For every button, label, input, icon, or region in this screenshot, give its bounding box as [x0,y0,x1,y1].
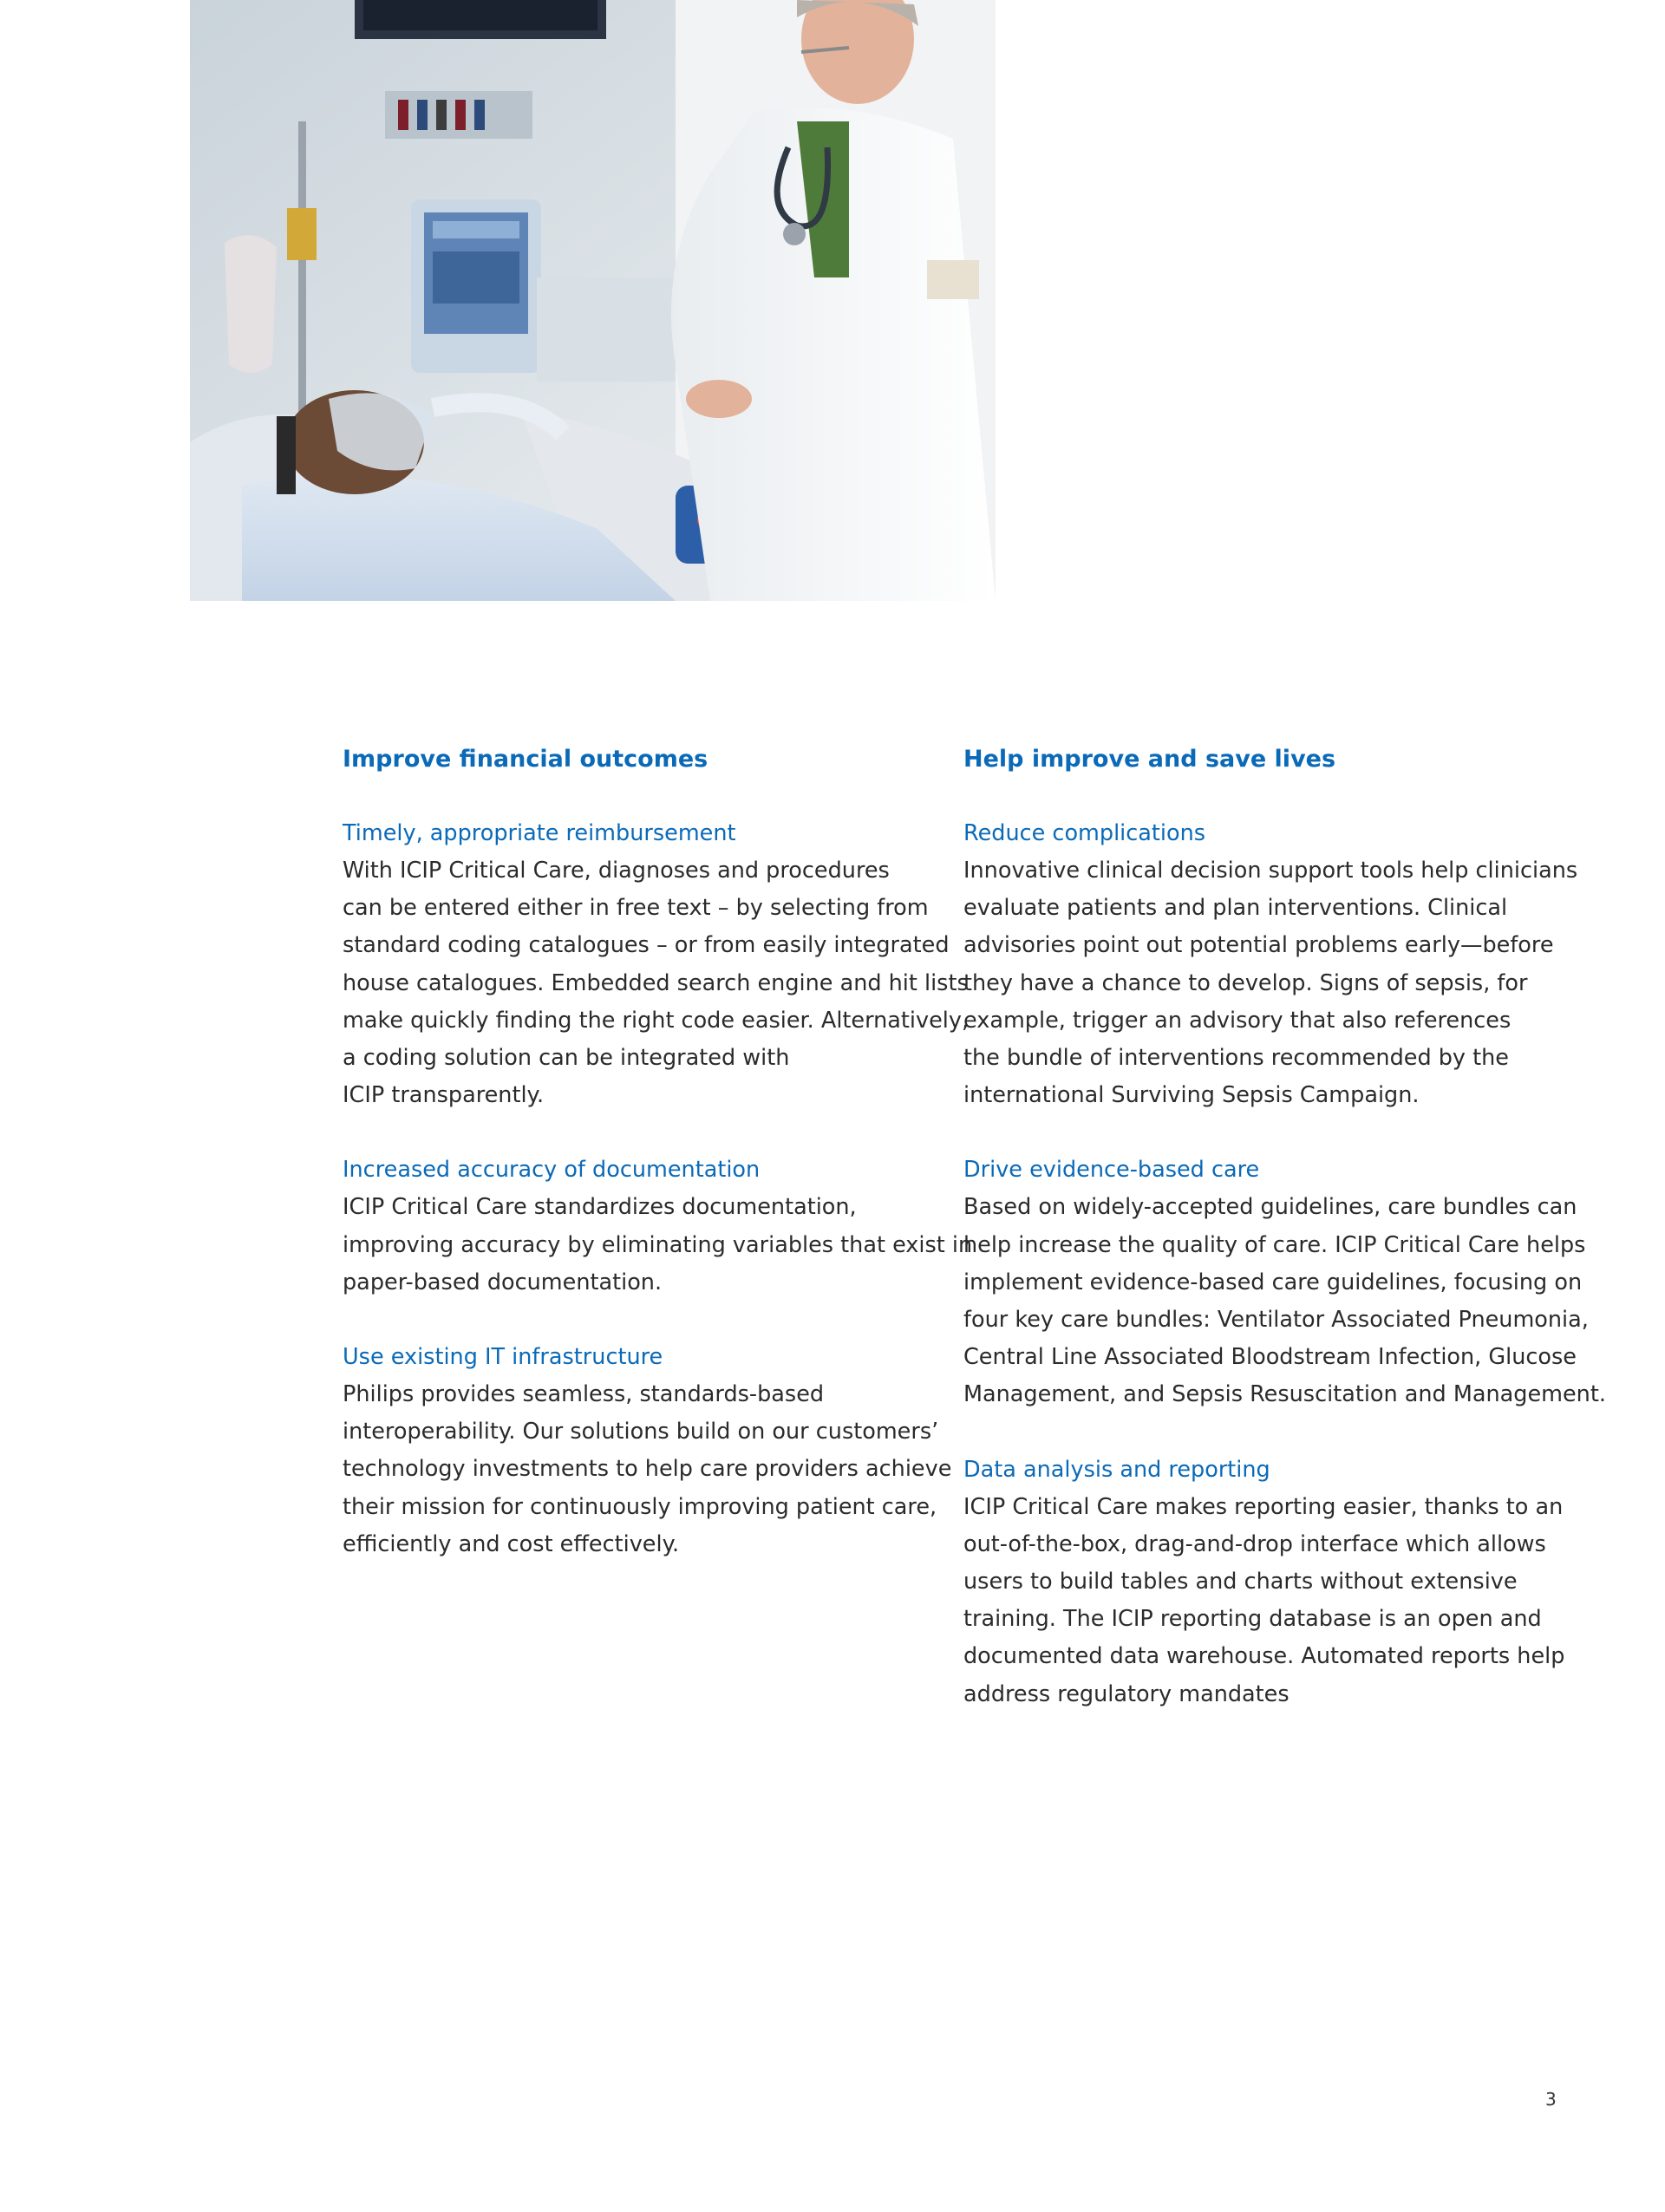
body-line: make quickly finding the right code easier. Alternatively, [343,1007,970,1034]
body-line: ICIP transparently. [343,1082,545,1109]
section-body [963,852,1578,1114]
section-title: Increased accuracy of documentation [343,1157,761,1184]
body-line: With ICIP Critical Care, diagnoses and procedures [343,858,890,884]
body-line: international Surviving Sepsis Campaign. [963,1082,1420,1109]
body-line: technology investments to help care providers achieve [343,1456,952,1483]
body-line: address regulatory mandates [963,1680,1290,1707]
body-line: a coding solution can be integrated with [343,1045,790,1072]
body-line: help increase the quality of care. ICIP Critical Care helps [963,1231,1586,1258]
body-line: implement evidence-based care guidelines, focusing on [963,1269,1583,1295]
right-column [963,741,1606,1713]
body-line: users to build tables and charts without extensive [963,1569,1518,1595]
left-column [343,741,973,1563]
section-body [963,1489,1570,1713]
section-body [343,1376,952,1563]
section-evidence-based-care [963,1152,1606,1413]
body-line: Based on widely-accepted guidelines, care bundles can [963,1194,1577,1221]
body-line: improving accuracy by eliminating variables that exist in [343,1231,973,1258]
body-line: paper-based documentation. [343,1269,663,1295]
hero-photo [190,0,996,601]
body-line: example, trigger an advisory that also references [963,1007,1512,1034]
body-line: standard coding catalogues – or from easily integrated [343,932,950,959]
body-line: Central Line Associated Bloodstream Infection, Glucose [963,1344,1577,1371]
right-column-heading: Help improve and save lives [963,746,1336,773]
body-line: interoperability. Our solutions build on our customers’ [343,1419,939,1445]
body-line: ICIP Critical Care standardizes documentation, [343,1194,857,1221]
section-title: Reduce complications [963,820,1206,846]
body-line: the bundle of interventions recommended by the [963,1045,1509,1072]
body-line: ICIP Critical Care makes reporting easier, thanks to an [963,1493,1564,1520]
section-body [343,1189,973,1302]
body-line: four key care bundles: Ventilator Associated Pneumonia, [963,1307,1589,1334]
page-number: 3 [1545,2089,1557,2110]
section-title: Drive evidence-based care [963,1157,1260,1184]
body-line: evaluate patients and plan interventions. Clinical [963,895,1508,922]
section-complications [963,815,1578,1114]
section-title: Data analysis and reporting [963,1456,1270,1483]
body-line: Management, and Sepsis Resuscitation and Management. [963,1381,1606,1408]
body-line: advisories point out potential problems early—before [963,932,1554,959]
body-line: efficiently and cost effectively. [343,1530,680,1557]
body-line: training. The ICIP reporting database is an open and [963,1606,1542,1633]
body-line: Philips provides seamless, standards-based [343,1381,825,1408]
body-line: Innovative clinical decision support tools help clinicians [963,858,1578,884]
section-title: Use existing IT infrastructure [343,1344,663,1371]
body-line: can be entered either in free text – by selecting from [343,895,929,922]
body-line: documented data warehouse. Automated reports help [963,1643,1565,1670]
section-documentation [343,1152,973,1302]
body-line: house catalogues. Embedded search engine and hit lists [343,969,969,996]
section-body [963,1189,1606,1413]
section-body [343,852,970,1114]
body-line: out-of-the-box, drag-and-drop interface which allows [963,1530,1546,1557]
photo-icon [190,0,996,601]
section-it-infrastructure [343,1339,952,1563]
body-line: they have a chance to develop. Signs of sepsis, for [963,969,1528,996]
body-line: their mission for continuously improving patient care, [343,1493,937,1520]
section-reimbursement [343,815,970,1114]
section-data-analysis [963,1452,1570,1713]
left-column-heading: Improve financial outcomes [343,746,708,773]
section-title: Timely, appropriate reimbursement [343,820,736,846]
